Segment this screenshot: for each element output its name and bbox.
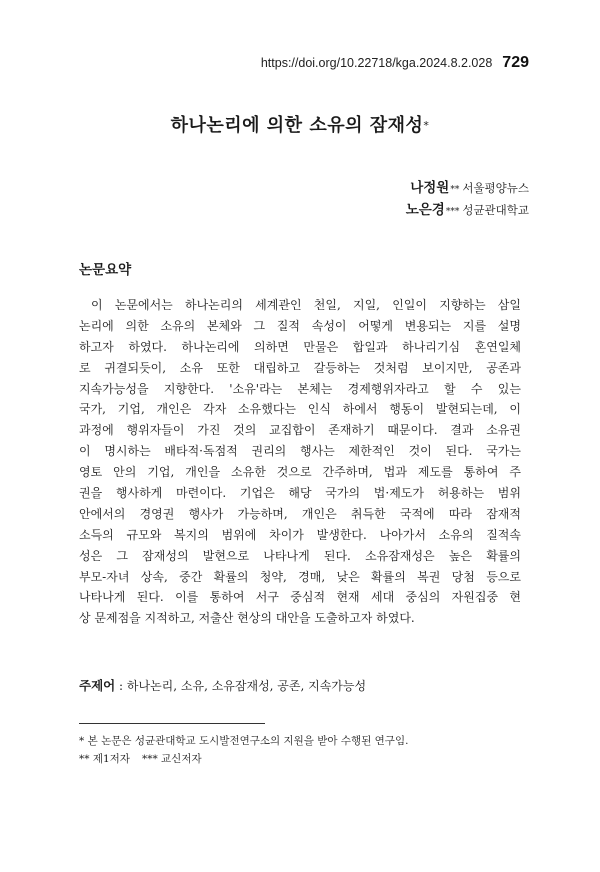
abstract-body: [79, 295, 521, 629]
abstract-line: 국가, 기업, 개인은 각자 소유했다는 인식 하에서 행동이 발현되는데, 이: [79, 402, 521, 417]
footnote-roles: [79, 750, 408, 768]
author-affiliation: 서울평양뉴스: [462, 181, 529, 195]
author-footnote-mark: **: [450, 185, 460, 195]
title-footnote-mark: *: [423, 119, 430, 132]
keywords-separator: :: [115, 679, 127, 693]
footnotes: [79, 732, 408, 768]
author-entry: [406, 198, 529, 220]
keywords: [79, 676, 366, 694]
author-name: 노은경: [405, 202, 445, 218]
footnote-divider: [79, 723, 265, 724]
paper-title-text: 하나논리에 의한 소유의 잠재성: [170, 115, 424, 136]
abstract-line: 지속가능성을 지향한다. '소유'라는 본체는 경제행위자라고 할 수 있는: [79, 381, 521, 396]
abstract-line: 로 귀결되듯이, 소유 또한 대립하고 갈등하는 것처럼 보이지만, 공존과: [79, 360, 521, 375]
abstract-line: 부모-자녀 상속, 중간 확률의 청약, 경매, 낮은 확률의 복권 당첨 등으로: [79, 569, 521, 584]
abstract-line: 안에서의 경영권 행사가 가능하며, 개인은 취득한 국적에 따라 잠재적: [79, 506, 521, 521]
footnote-funding: * 본 논문은 성균관대학교 도시발전연구소의 지원을 받아 수행된 연구임.: [79, 735, 409, 747]
abstract-line: 소득의 규모와 복지의 범위에 차이가 발생한다. 나아가서 소유의 질적속: [79, 527, 521, 542]
page-header: [261, 54, 529, 72]
abstract-line: 상 문제점을 지적하고, 저출산 현상의 대안을 도출하고자 하였다.: [79, 611, 415, 626]
footnote-corresponding-author: *** 교신저자: [141, 753, 202, 765]
abstract-line: 하고자 하였다. 하나논리에 의하면 만물은 합일과 하나리기심 혼연일체: [79, 339, 521, 354]
abstract-heading: 논문요약: [79, 262, 132, 278]
abstract-line: 이 명시하는 배타적·독점적 권리의 행사는 제한적인 것이 된다. 국가는: [79, 444, 521, 459]
author-affiliation: 성균관대학교: [462, 203, 529, 217]
abstract-line: 영토 안의 기업, 개인을 소유한 것으로 간주하며, 법과 제도를 통하여 주: [79, 465, 521, 480]
abstract-line: 권을 행사하게 마련이다. 기업은 해당 국가의 법·제도가 허용하는 범위: [79, 486, 521, 501]
abstract-line: 나타나게 된다. 이를 통하여 서구 중심적 현재 세대 중심의 자원집중 현: [79, 590, 521, 605]
author-list: [406, 176, 529, 220]
footnote-first-author: ** 제1저자: [79, 753, 130, 765]
abstract-line: 과정에 행위자들이 가진 것의 교집합이 존재하기 때문이다. 결과 소유권: [79, 423, 521, 438]
abstract-line: 논리에 의한 소유의 본체와 그 질적 속성이 어떻게 변용되는 지를 설명: [79, 318, 521, 333]
abstract-line: 이 논문에서는 하나논리의 세계관인 천일, 지일, 인일이 지향하는 삼일: [91, 298, 521, 312]
paper-title: [0, 111, 600, 137]
doi-link[interactable]: https://doi.org/10.22718/kga.2024.8.2.028: [260, 56, 493, 70]
abstract-line: 성은 그 잠재성의 발현으로 나타나게 된다. 소유잠재성은 높은 확률의: [79, 548, 521, 563]
author-name: 나정원: [410, 180, 450, 196]
keywords-text: 하나논리, 소유, 소유잠재성, 공존, 지속가능성: [126, 679, 367, 693]
author-entry: [406, 176, 529, 198]
author-footnote-mark: ***: [445, 207, 460, 217]
page-number: 729: [502, 54, 529, 71]
keywords-label: 주제어: [79, 678, 116, 693]
